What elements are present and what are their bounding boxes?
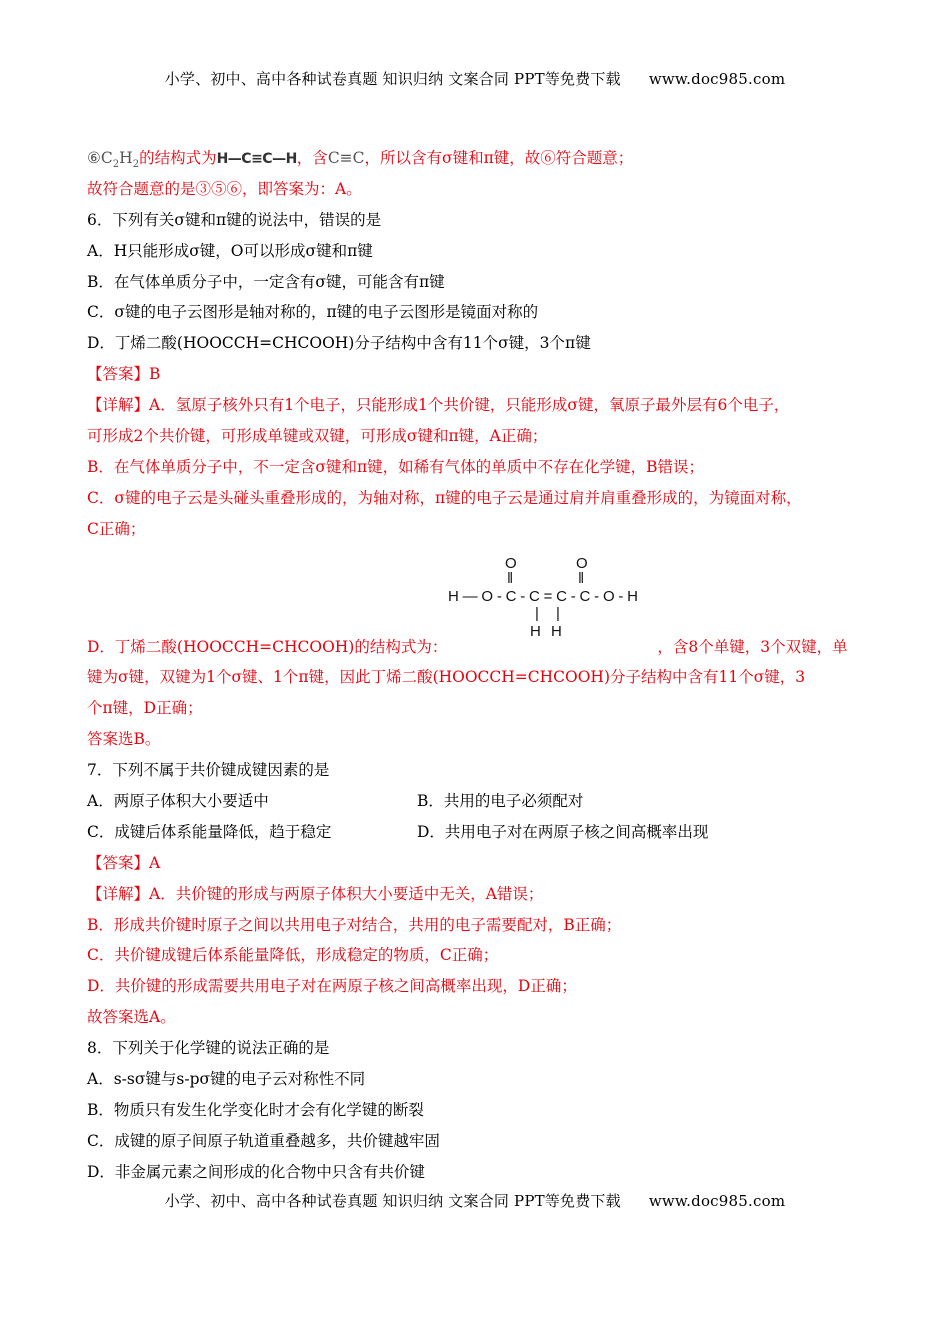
mol-main-chain: H—O-C-C=C-C-O-H xyxy=(448,588,638,605)
mol-dbl1: ‖ xyxy=(507,570,514,587)
q7-explain-3: C．共价键成键后体系能量降低，形成稳定的物质，C正确； xyxy=(87,946,499,965)
page-footer xyxy=(0,1190,950,1211)
q6-explain-1: 【详解】A．氢原子核外只有1个电子，只能形成1个共价键，只能形成σ键，氧原子最外层有6个电子， xyxy=(87,396,790,415)
q6-option-b: B．在气体单质分子中，一定含有σ键，可能含有π键 xyxy=(87,272,445,291)
q7-explain-4: D．共价键的形成需要共用电子对在两原子核之间高概率出现，D正确； xyxy=(87,977,577,996)
mol-h1: H xyxy=(530,623,541,640)
mol-o1: O xyxy=(505,555,517,572)
q7-answer: 【答案】A xyxy=(87,853,161,872)
q7-option-c: C．成键后体系能量降低，趋于稳定 xyxy=(87,822,332,841)
q6-explain-6: D．丁烯二酸(HOOCCH=CHCOOH)的结构式为： ，含8个单键，3个双键，单 xyxy=(87,637,848,656)
q7-option-d: D．共用电子对在两原子核之间高概率出现 xyxy=(417,822,709,841)
q8-option-a: A．s-sσ键与s-pσ键的电子云对称性不同 xyxy=(87,1070,366,1089)
mol-bar1: | xyxy=(535,605,539,622)
q6-explain-5: C正确； xyxy=(87,519,146,538)
q7-explain-1: 【详解】A．共价键的形成与两原子体积大小要适中无关，A错误； xyxy=(87,884,544,903)
header-url: www.doc985.com xyxy=(648,70,786,88)
page-content xyxy=(87,143,867,1188)
ethyne-structure: H—C≡C—H xyxy=(216,151,297,167)
q6-explain-4: C．σ键的电子云是头碰头重叠形成的，为轴对称，π键的电子云是通过肩并肩重叠形成的，为镜面对称， xyxy=(87,488,802,507)
intro-line-1: $⑥C_2H_2$的结构式为H—C≡C—H，含C≡C，所以含有σ键和π键，故⑥符合题意； xyxy=(87,149,634,171)
q7-option-b: B．共用的电子必须配对 xyxy=(417,792,584,811)
butenedioic-acid-structure xyxy=(446,552,646,642)
q8-option-d: D．非金属元素之间形成的化合物中只含有共价键 xyxy=(87,1162,425,1181)
header-text: 小学、初中、高中各种试卷真题 知识归纳 文案合同 PPT等免费下载 xyxy=(164,70,621,88)
footer-url: www.doc985.com xyxy=(648,1192,786,1210)
page-header xyxy=(0,68,950,89)
q6-explain-7: 键为σ键，双键为1个σ键、1个π键，因此丁烯二酸(HOOCCH=CHCOOH)分子结构中含有11个σ键，3 xyxy=(87,668,806,687)
q6-explain-9: 答案选B。 xyxy=(87,730,161,749)
mol-dbl2: ‖ xyxy=(578,570,585,587)
q6-answer: 【答案】B xyxy=(87,365,161,384)
q7-stem: 7．下列不属于共价键成键因素的是 xyxy=(87,761,330,780)
intro-line-2: 故符合题意的是③⑤⑥，即答案为：A。 xyxy=(87,179,362,198)
q7-explain-5: 故答案选A。 xyxy=(87,1008,176,1027)
q8-option-b: B．物质只有发生化学变化时才会有化学键的断裂 xyxy=(87,1100,424,1119)
q6-option-a: A．H只能形成σ键，O可以形成σ键和π键 xyxy=(87,241,373,260)
mol-h2: H xyxy=(551,623,562,640)
q6-stem: 6．下列有关σ键和π键的说法中，错误的是 xyxy=(87,210,382,229)
q7-options-cd xyxy=(87,817,867,848)
q6-option-c: C．σ键的电子云图形是轴对称的，π键的电子云图形是镜面对称的 xyxy=(87,303,539,322)
footer-text: 小学、初中、高中各种试卷真题 知识归纳 文案合同 PPT等免费下载 xyxy=(164,1192,621,1210)
q6-explain-3: B．在气体单质分子中，不一定含σ键和π键，如稀有气体的单质中不存在化学键，B错误； xyxy=(87,457,705,476)
q6-explain-8: 个π键，D正确； xyxy=(87,699,203,718)
mol-o2: O xyxy=(576,555,588,572)
mol-bar2: | xyxy=(556,605,560,622)
q7-explain-2: B．形成共价键时原子之间以共用电子对结合，共用的电子需要配对，B正确； xyxy=(87,915,622,934)
q6-option-d: D．丁烯二酸(HOOCCH=CHCOOH)分子结构中含有11个σ键，3个π键 xyxy=(87,334,591,353)
q6-explain-2: 可形成2个共价键，可形成单键或双键，可形成σ键和π键，A正确； xyxy=(87,427,548,446)
q8-option-c: C．成键的原子间原子轨道重叠越多，共价键越牢固 xyxy=(87,1131,440,1150)
q8-stem: 8．下列关于化学键的说法正确的是 xyxy=(87,1039,330,1058)
q7-option-a: A．两原子体积大小要适中 xyxy=(87,792,269,811)
q7-options-ab xyxy=(87,786,867,817)
